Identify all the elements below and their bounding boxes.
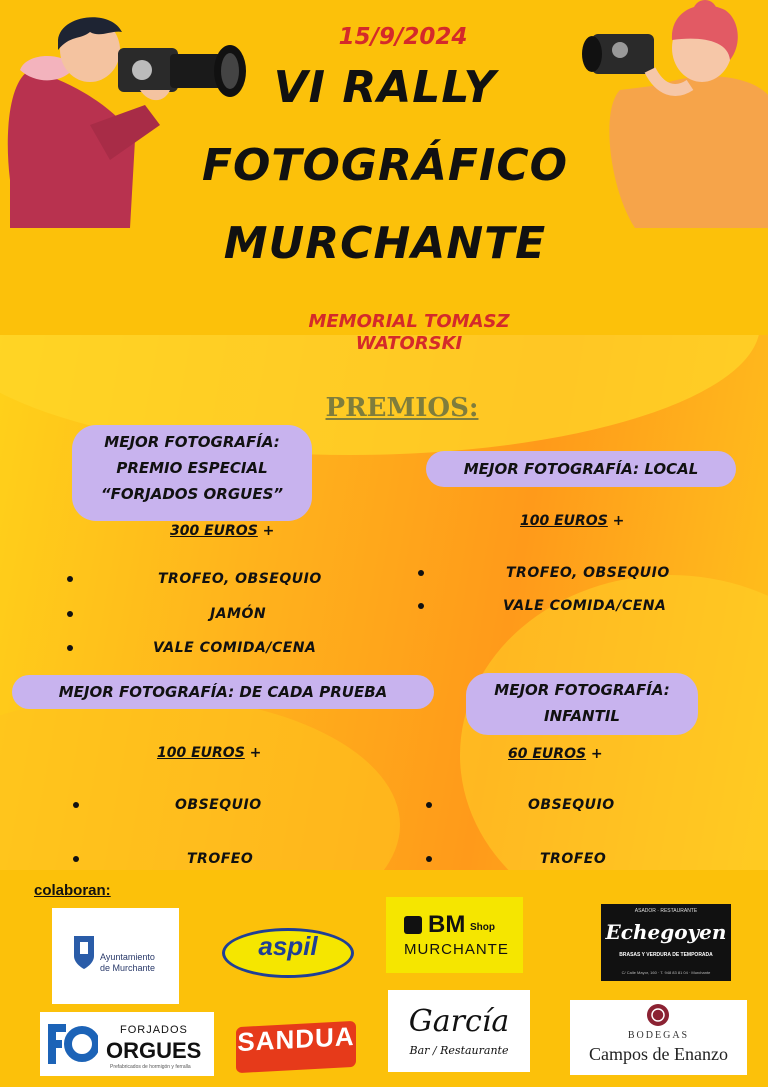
event-title-line-3: MURCHANTE: [223, 218, 547, 269]
prize-item: OBSEQUIO: [175, 797, 262, 813]
category-each-test: [12, 675, 434, 709]
logo-text: Campos de Enanzo: [589, 1044, 728, 1064]
logo-text: MURCHANTE: [404, 941, 509, 958]
prize-item: VALE COMIDA/CENA: [153, 640, 317, 656]
event-date: 15/9/2024: [338, 24, 468, 50]
memorial-line: MEMORIAL TOMASZ: [308, 311, 510, 332]
logo-text: BODEGAS: [627, 1030, 690, 1041]
bullet-icon: [67, 645, 73, 651]
logo-text: Ayuntamiento: [100, 952, 155, 962]
bullet-icon: [418, 603, 424, 609]
logo-text: ORGUES: [106, 1038, 202, 1063]
bullet-icon: [67, 611, 73, 617]
category-children: [466, 673, 698, 735]
category-title-line: MEJOR FOTOGRAFÍA: DE CADA PRUEBA: [58, 683, 388, 701]
category-title-line: “FORJADOS ORGUES”: [100, 485, 284, 503]
fo-emblem-icon: [46, 1020, 98, 1068]
category-title-line: MEJOR FOTOGRAFÍA:: [494, 681, 670, 699]
logo-text: FORJADOS: [120, 1024, 188, 1036]
prizes-heading: PREMIOS:: [325, 393, 479, 423]
prize-item: TROFEO: [540, 851, 607, 867]
prize-item: TROFEO: [187, 851, 254, 867]
logo-ayuntamiento-murchante: [52, 908, 179, 1004]
logo-text: C/ Calle Mayor, 160 · T. 948 83 81 04 · Murchante: [621, 970, 711, 975]
amount-suffix: +: [257, 523, 275, 539]
category-title-line: PREMIO ESPECIAL: [116, 459, 268, 477]
prize-amount: [170, 523, 274, 539]
logo-text: Echegoyen: [605, 920, 727, 944]
prize-item: TROFEO, OBSEQUIO: [506, 565, 670, 581]
logo-aspil: [222, 928, 354, 978]
bullet-icon: [426, 802, 432, 808]
sponsors-label: colaboran:: [34, 882, 111, 899]
logo-text: aspil: [258, 931, 318, 961]
coat-of-arms-icon: [72, 934, 96, 970]
bullet-icon: [73, 802, 79, 808]
bullet-icon: [426, 856, 432, 862]
logo-forjados-orgues: [40, 1012, 214, 1076]
prize-amount: [157, 745, 261, 761]
prize-item: JAMÓN: [210, 606, 267, 622]
logo-text: Bar / Restaurante: [409, 1044, 509, 1057]
bullet-icon: [73, 856, 79, 862]
amount-suffix: +: [244, 745, 262, 761]
event-title-line-2: FOTOGRÁFICO: [201, 140, 569, 191]
prize-item: OBSEQUIO: [528, 797, 615, 813]
amount-suffix: +: [586, 746, 603, 762]
amount-value: 100 EUROS: [157, 745, 245, 761]
category-title-line: MEJOR FOTOGRAFÍA:: [104, 433, 280, 451]
logo-text: Prefabricados de hormigón y ferralla: [110, 1064, 191, 1070]
bm-shape-icon: [404, 916, 422, 934]
bullet-icon: [418, 570, 424, 576]
logo-text: BM: [428, 911, 466, 938]
category-special-prize: [72, 425, 312, 521]
winery-emblem-icon: [646, 1003, 670, 1027]
memorial-line: WATORSKI: [355, 333, 463, 354]
amount-value: 300 EUROS: [170, 523, 258, 539]
event-title-line-1: VI RALLY: [273, 62, 497, 113]
logo-text: Shop: [470, 922, 495, 933]
logo-text: García: [408, 1004, 510, 1039]
bullet-icon: [67, 576, 73, 582]
background-wave: [0, 695, 400, 870]
logo-text: SANDUA: [237, 1020, 355, 1058]
amount-suffix: +: [607, 513, 625, 529]
logo-bm-shop: [386, 897, 523, 973]
logo-text: de Murchante: [100, 963, 156, 973]
amount-value: 60 EUROS: [508, 746, 587, 762]
prize-item: VALE COMIDA/CENA: [503, 598, 667, 614]
category-title-line: INFANTIL: [544, 707, 620, 725]
logo-echegoyen: [601, 904, 731, 981]
amount-value: 100 EUROS: [520, 513, 608, 529]
logo-text: ASADOR · RESTAURANTE: [634, 908, 698, 914]
logo-text: BRASAS Y VERDURA DE TEMPORADA: [619, 952, 713, 958]
logo-sandua: [236, 1021, 356, 1073]
category-title-line: MEJOR FOTOGRAFÍA: LOCAL: [463, 460, 699, 478]
logo-bodegas-campos-enanzo: [570, 1000, 747, 1075]
prize-item: TROFEO, OBSEQUIO: [158, 571, 322, 587]
memorial-subtitle: [250, 311, 568, 355]
category-local: [426, 451, 736, 487]
prize-amount: [520, 513, 624, 529]
prize-amount: [508, 746, 603, 762]
logo-garcia: [388, 990, 530, 1072]
